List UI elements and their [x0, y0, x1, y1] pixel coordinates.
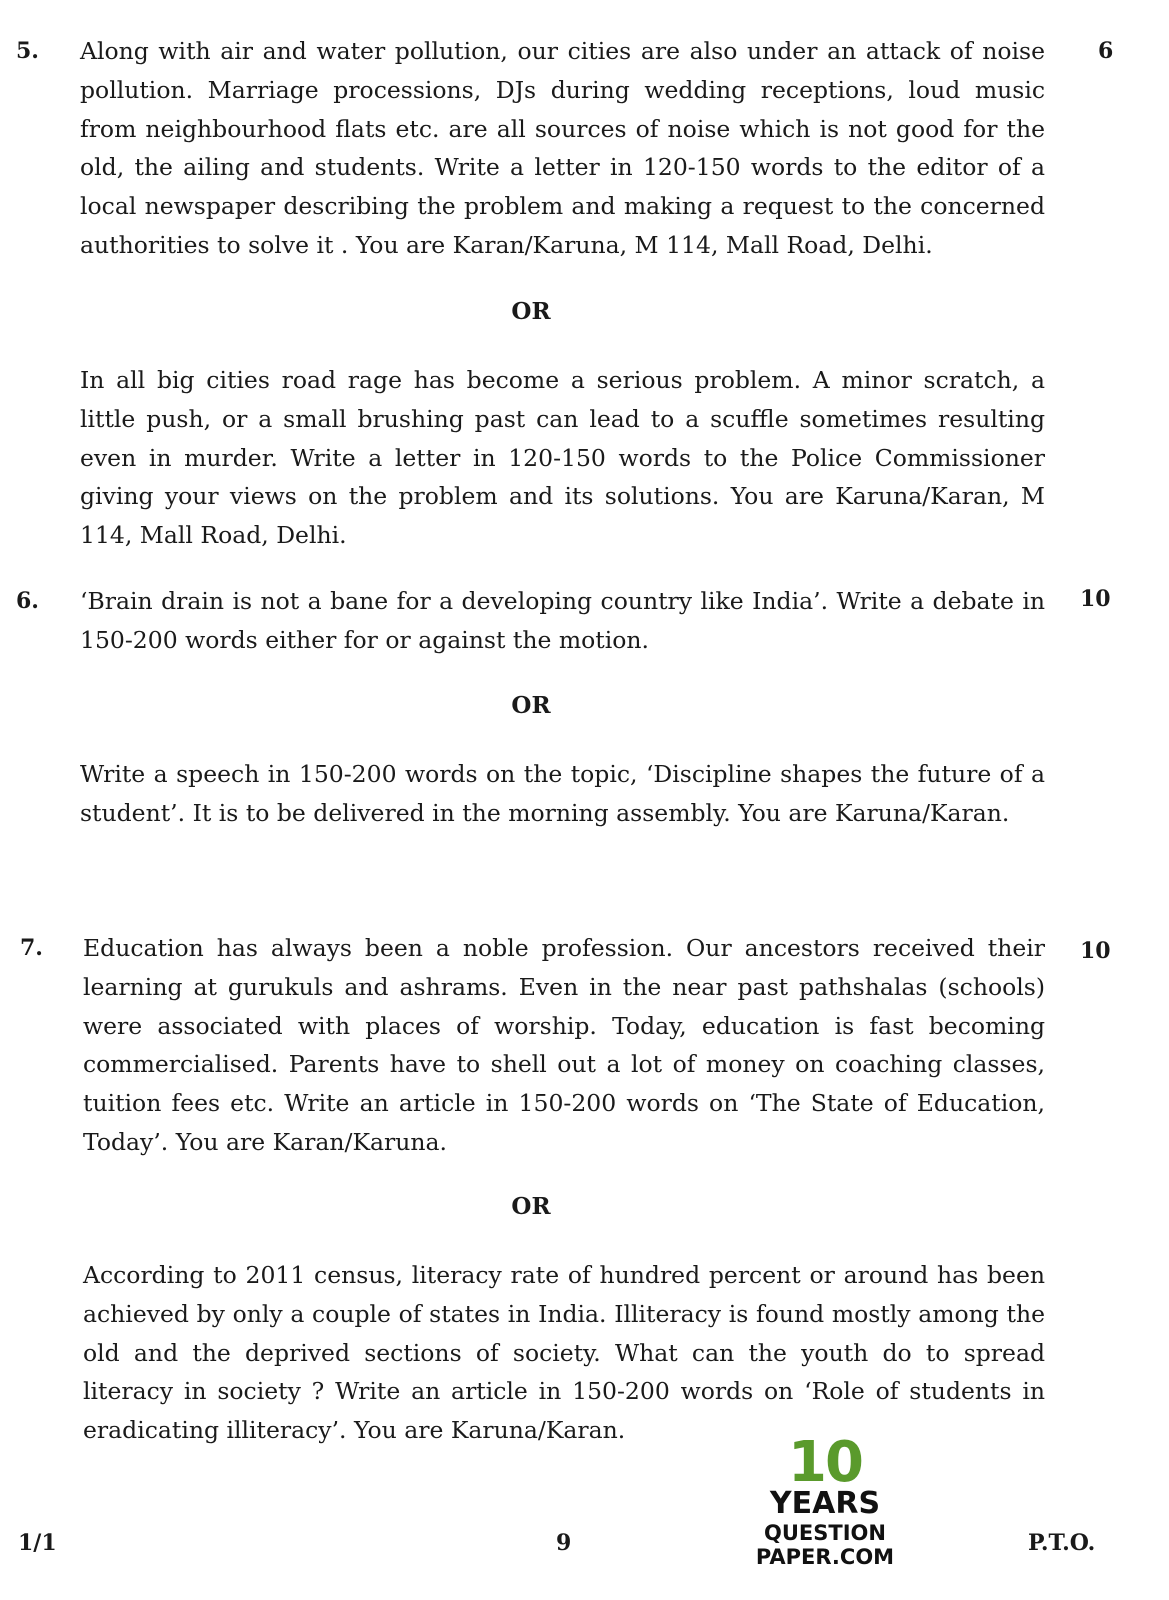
alternative-question-text: According to 2011 census, literacy rate of hundred percent or around has been achieved by only a couple of states in India. Illiteracy is found mostly among the old and the deprived sections of society. What can the youth do to spread literacy in society ? Write an article in 150-200 words on ‘Role of students in eradicating illiteracy’. You are Karuna/Karan.	[83, 1261, 1045, 1445]
question-number: 5.	[16, 38, 39, 64]
watermark-site: QUESTION PAPER.COM	[755, 1521, 895, 1569]
page-number: 9	[556, 1530, 572, 1556]
watermark-number: 10	[788, 1430, 862, 1495]
alternative-question-text: Write a speech in 150-200 words on the topic, ‘Discipline shapes the future of a student’. It is to be delivered in the morning assembly. You are Karuna/Karan.	[80, 760, 1045, 827]
or-separator: OR	[511, 692, 551, 719]
watermark-years: YEARS	[769, 1486, 881, 1521]
watermark-logo	[705, 1430, 945, 1569]
question-number: 6.	[16, 588, 39, 614]
question-text: Education has always been a noble profession. Our ancestors received their learning at gurukuls and ashrams. Even in the near past pathshalas (schools) were associated with places of worship. Today, education is fast becoming commercialised. Parents have to shell out a lot of money on coaching classes, tuition fees etc. Write an article in 150-200 words on ‘The State of Education, Today’. You are Karan/Karuna.	[83, 934, 1045, 1156]
question-marks: 10	[1080, 586, 1111, 612]
question-marks: 10	[1080, 938, 1111, 964]
question-text: ‘Brain drain is not a bane for a developing country like India’. Write a debate in 150-200 words either for or against the motion.	[80, 587, 1045, 654]
question-number: 7.	[20, 935, 43, 961]
please-turn-over: P.T.O.	[1028, 1530, 1096, 1556]
or-separator: OR	[511, 1193, 551, 1220]
or-separator: OR	[511, 298, 551, 325]
question-text: Along with air and water pollution, our cities are also under an attack of noise pollution. Marriage processions, DJs during wedding receptions, loud music from neighbourhood flats etc. are all sources of noise which is not good for the old, the ailing and students. Write a letter in 120-150 words to the editor of a local newspaper describing the problem and making a request to the concerned authorities to solve it . You are Karan/Karuna, M 114, Mall Road, Delhi.	[80, 37, 1045, 259]
alternative-question-text: In all big cities road rage has become a serious problem. A minor scratch, a little push, or a small brushing past can lead to a scuffle sometimes resulting even in murder. Write a letter in 120-150 words to the Police Commissioner giving your views on the problem and its solutions. You are Karuna/Karan, M 114, Mall Road, Delhi.	[80, 366, 1045, 550]
question-marks: 6	[1098, 38, 1114, 64]
paper-code: 1/1	[18, 1530, 57, 1556]
